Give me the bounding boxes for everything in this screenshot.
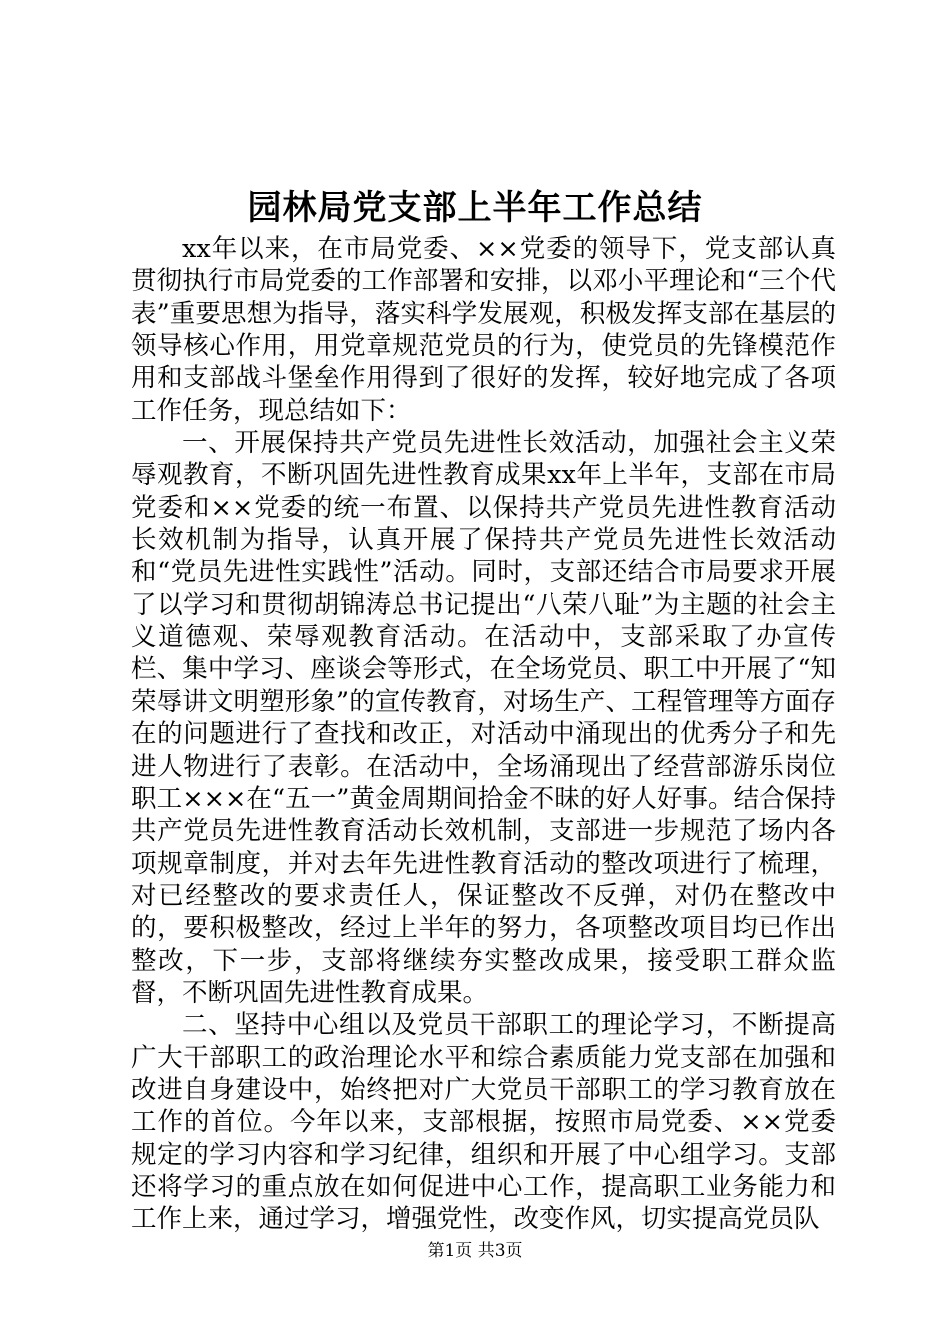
document-body xyxy=(131,233,836,1236)
document-title: 园林局党支部上半年工作总结 xyxy=(247,188,703,228)
paragraph-section-1: 一、开展保持共产党员先进性长效活动，加强社会主义荣辱观教育，不断巩固先进性教育成果xx年上半年，支部在市局党委和××党委的统一布置、以保持共产党员先进性教育活动长效机制为指导，认真开展了保持共产党员先进性长效活动和“党员先进性实践性”活动。同时，支部还结合市局要求开展了以学习和贯彻胡锦涛总书记提出“八荣八耻”为主题的社会主义道德观、荣辱观教育活动。在活动中，支部采取了办宣传栏、集中学习、座谈会等形式，在全场党员、职工中开展了“知荣辱讲文明塑形象”的宣传教育，对场生产、工程管理等方面存在的问题进行了查找和改正，对活动中涌现出的优秀分子和先进人物进行了表彰。在活动中，全场涌现出了经营部游乐岗位职工×××在“五一”黄金周期间拾金不昧的好人好事。结合保持共产党员先进性教育活动长效机制，支部进一步规范了场内各项规章制度，并对去年先进性教育活动的整改项进行了梳理，对已经整改的要求责任人，保证整改不反弹，对仍在整改中的，要积极整改，经过上半年的努力，各项整改项目均已作出整改，下一步，支部将继续夯实整改成果，接受职工群众监督，不断巩固先进性教育成果。 xyxy=(131,428,836,1008)
page-number-footer: 第1页 共3页 xyxy=(427,1241,523,1261)
paragraph-intro: xx年以来，在市局党委、××党委的领导下，党支部认真贯彻执行市局党委的工作部署和安排，以邓小平理论和“三个代表”重要思想为指导，落实科学发展观，积极发挥支部在基层的领导核心作用，用党章规范党员的行为，使党员的先锋模范作用和支部战斗堡垒作用得到了很好的发挥，较好地完成了各项工作任务，现总结如下： xyxy=(131,234,836,426)
paragraph-section-2: 二、坚持中心组以及党员干部职工的理论学习，不断提高广大干部职工的政治理论水平和综合素质能力党支部在加强和改进自身建设中，始终把对广大党员干部职工的学习教育放在工作的首位。今年以来，支部根据，按照市局党委、××党委规定的学习内容和学习纪律，组织和开展了中心组学习。支部还将学习的重点放在如何促进中心工作，提高职工业务能力和工作上来，通过学习，增强党性，改变作风，切实提高党员队 xyxy=(131,1010,836,1235)
